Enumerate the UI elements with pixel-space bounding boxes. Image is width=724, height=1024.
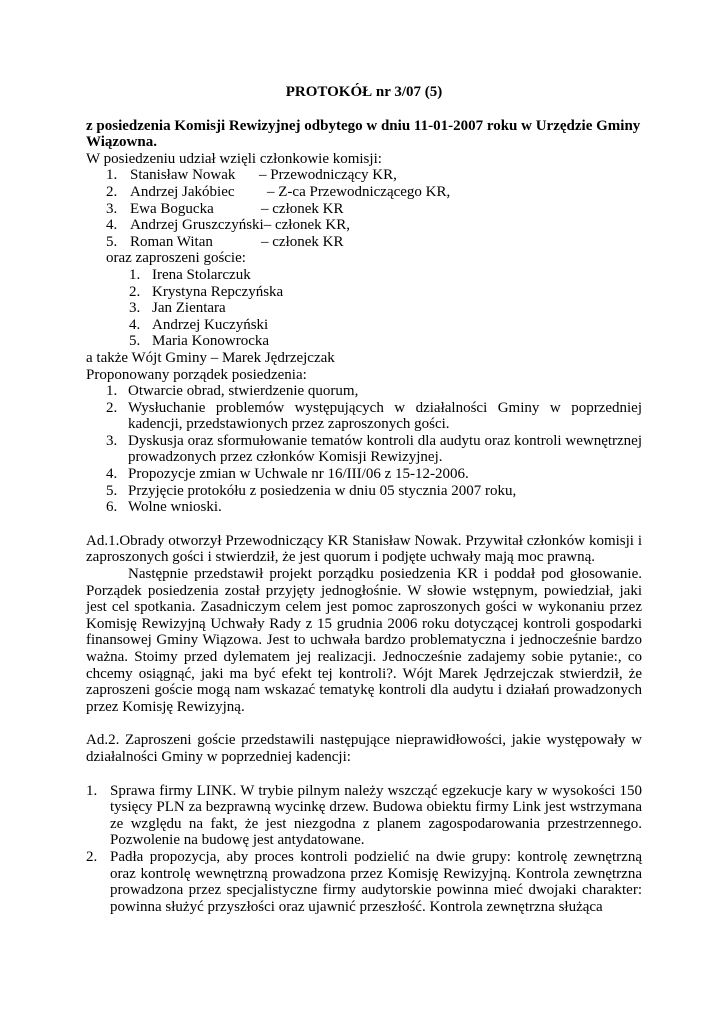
item-number: 3. bbox=[106, 200, 118, 217]
guest-name: Andrzej Kuczyński bbox=[152, 316, 269, 333]
spacer bbox=[86, 715, 642, 732]
item-number: 2. bbox=[106, 183, 118, 200]
list-item bbox=[86, 783, 642, 849]
agenda-text: Wysłuchanie problemów występujących w działalności Gminy w poprzedniej kadencji, przedstawionych przez zaproszonych gości. bbox=[128, 399, 642, 433]
member-role: – członek KR bbox=[261, 233, 344, 250]
agenda-intro: Proponowany porządek posiedzenia: bbox=[86, 366, 307, 383]
ad1-paragraph-2: Następnie przedstawił projekt porządku posiedzenia KR i poddał pod głosowanie. Porządek posiedzenia został przyjęty jednogłośnie. W słowie wstępnym, powiedział, jaki jest cel spotkania. Zasadniczym celem jest pomoc zaproszonych gości w wykonaniu przez Komisję Rewizyjną Uchwały Rady z 15 grudnia 2006 roku dotyczącej kontroli gospodarki finansowej Gminy Wiązowa. Jest to uchwała bardzo problematyczna i jednocześnie bardzo ważna. Stoimy przed dylematem jej realizacji. Jednocześnie zadajemy sobie pytanie:, co chcemy osiągnąć, jaki ma być efekt tej kontroli?. Wójt Marek Jędrzejczak stwierdził, że zaproszeni goście mogą nam wskazać tematykę kontroli dla audytu i działań prowadzonych przez Komisję Rewizyjną. bbox=[86, 566, 642, 715]
list-item bbox=[86, 217, 642, 234]
item-number: 2. bbox=[86, 848, 98, 865]
document-subject: z posiedzenia Komisji Rewizyjnej odbytego w dniu 11-01-2007 roku w Urzędzie Gminy Wiązowna. bbox=[86, 117, 641, 151]
list-item bbox=[86, 317, 642, 334]
list-item bbox=[86, 167, 642, 184]
item-number: 2. bbox=[106, 399, 118, 416]
mayor-line: a także Wójt Gminy – Marek Jędrzejczak bbox=[86, 349, 335, 366]
ad2-item-text: Padła propozycja, aby proces kontroli podzielić na dwie grupy: kontrolę zewnętrzną oraz kontrolę wewnętrzną prowadzona przez Komisję Rewizyjną. Kontrola zewnętrzna prowadzona przez specjalistyczne firmy audytorskie powinna mieć dwojaki charakter: powinna służyć przyszłości oraz ujawnić przeszłość. Kontrola zewnętrzna służąca bbox=[110, 848, 642, 915]
item-number: 3. bbox=[106, 432, 118, 449]
list-item bbox=[86, 201, 642, 218]
member-name: Andrzej Gruszczyński bbox=[130, 217, 264, 234]
item-number: 1. bbox=[129, 266, 141, 283]
list-item bbox=[86, 284, 642, 301]
spacer bbox=[86, 766, 642, 783]
list-item bbox=[86, 499, 642, 516]
item-number: 5. bbox=[106, 233, 118, 250]
item-number: 5. bbox=[129, 333, 141, 350]
list-item bbox=[86, 383, 642, 400]
agenda-text: Propozycje zmian w Uchwale nr 16/III/06 z 15-12-2006. bbox=[128, 466, 469, 483]
guest-name: Maria Konowrocka bbox=[152, 333, 270, 350]
list-item bbox=[86, 267, 642, 284]
member-name: Stanisław Nowak bbox=[130, 167, 236, 184]
guests-list bbox=[86, 267, 642, 350]
item-number: 2. bbox=[129, 283, 141, 300]
document-title: PROTOKÓŁ nr 3/07 (5) bbox=[285, 84, 443, 100]
list-item bbox=[86, 483, 642, 500]
spacer bbox=[86, 516, 642, 533]
item-number: 4. bbox=[106, 466, 118, 483]
members-intro: W posiedzeniu udział wzięli członkowie komisji: bbox=[86, 150, 382, 167]
ad2-item-text: Sprawa firmy LINK. W trybie pilnym należy wszcząć egzekucje kary w wysokości 150 tysięcy PLN za bezprawną wycinkę drzew. Budowa obiektu firmy Link jest wstrzymana ze względu na fakt, że jest niezgodna z planem zagospodarowania przestrzennego. Pozwolenie na budowę jest antydatowane. bbox=[110, 782, 642, 849]
list-item bbox=[86, 849, 642, 915]
list-item bbox=[86, 466, 642, 483]
item-number: 1. bbox=[86, 782, 98, 799]
agenda-text: Dyskusja oraz sformułowanie tematów kontroli dla audytu oraz kontroli wewnętrznej prowadzonych przez członków Komisji Rewizyjnej. bbox=[128, 432, 642, 466]
guest-name: Krystyna Repczyńska bbox=[152, 283, 284, 300]
item-number: 1. bbox=[106, 167, 118, 184]
item-number: 1. bbox=[106, 383, 118, 400]
item-number: 4. bbox=[106, 217, 118, 234]
member-name: Roman Witan bbox=[130, 233, 213, 250]
members-list bbox=[86, 167, 642, 250]
member-role: – członek KR bbox=[261, 200, 344, 217]
member-name: Andrzej Jakóbiec bbox=[130, 183, 235, 200]
agenda-text: Przyjęcie protokółu z posiedzenia w dniu 05 stycznia 2007 roku, bbox=[128, 482, 517, 499]
agenda-list bbox=[86, 383, 642, 516]
member-role: – Z-ca Przewodniczącego KR, bbox=[267, 183, 451, 200]
ad2-intro: Ad.2. Zaproszeni goście przedstawili następujące nieprawidłowości, jakie występowały w działalności Gminy w poprzedniej kadencji: bbox=[86, 732, 642, 765]
list-item bbox=[86, 300, 642, 317]
ad2-list bbox=[86, 783, 642, 916]
guests-intro: oraz zaproszeni goście: bbox=[106, 250, 246, 267]
item-number: 3. bbox=[129, 300, 141, 317]
member-role: – członek KR, bbox=[263, 217, 350, 234]
item-number: 4. bbox=[129, 316, 141, 333]
agenda-text: Otwarcie obrad, stwierdzenie quorum, bbox=[128, 383, 359, 400]
guest-name: Jan Zientara bbox=[152, 300, 226, 317]
member-name: Ewa Bogucka bbox=[130, 200, 214, 217]
list-item bbox=[86, 400, 642, 433]
agenda-text: Wolne wnioski. bbox=[128, 499, 222, 516]
ad1-paragraph-1: Ad.1.Obrady otworzył Przewodniczący KR Stanisław Nowak. Przywitał członków komisji i zaproszonych gości i stwierdził, że jest quorum i podjęte uchwały mają moc prawną. bbox=[86, 532, 642, 566]
list-item bbox=[86, 184, 642, 201]
member-role: – Przewodniczący KR, bbox=[259, 167, 397, 184]
list-item bbox=[86, 234, 642, 251]
guest-name: Irena Stolarczuk bbox=[152, 266, 251, 283]
list-item bbox=[86, 333, 642, 350]
item-number: 6. bbox=[106, 499, 118, 516]
item-number: 5. bbox=[106, 482, 118, 499]
list-item bbox=[86, 433, 642, 466]
